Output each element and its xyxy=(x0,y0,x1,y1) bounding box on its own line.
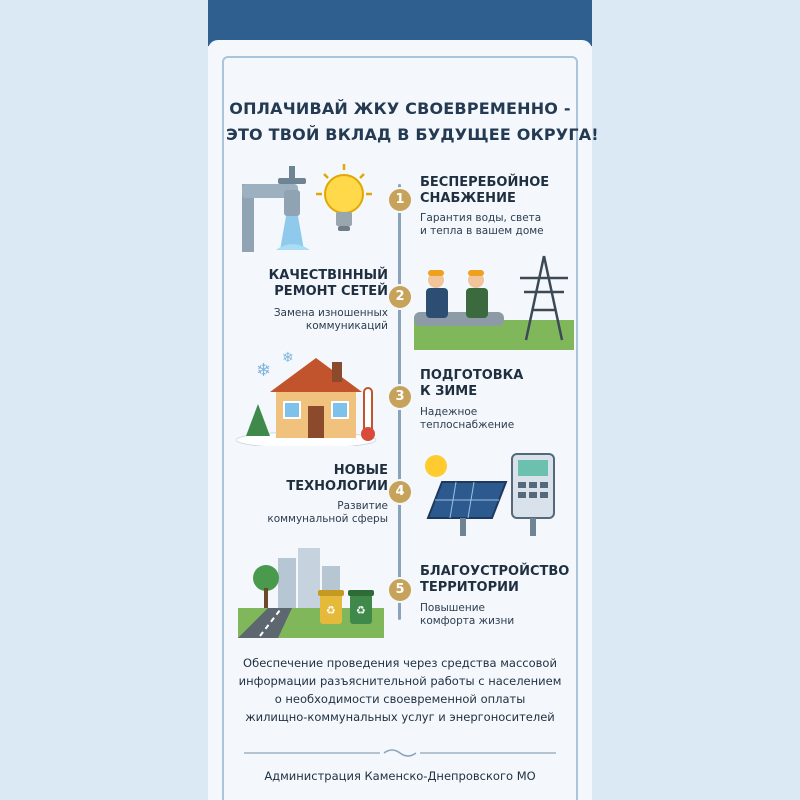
step-5-desc-line-2: комфорта жизни xyxy=(420,615,515,627)
headline-line-1: ОПЛАЧИВАЙ ЖКУ СВОЕВРЕМЕННО - xyxy=(229,99,571,118)
ornament-divider xyxy=(244,748,556,758)
svg-text:❄: ❄ xyxy=(256,360,272,381)
step-5-desc-line-1: Повышение xyxy=(420,602,486,614)
step-5-title-line-2: ТЕРРИТОРИИ xyxy=(420,580,519,595)
step-1-title-line-1: БЕСПЕРЕБОЙНОЕ xyxy=(420,175,550,190)
step-3-desc-line-1: Надежное xyxy=(420,406,478,418)
city-recycling-bins-icon xyxy=(238,548,384,638)
step-1-title-line-2: СНАБЖЕНИЕ xyxy=(420,191,516,206)
step-3-description xyxy=(420,406,514,432)
bottom-text-line-1: Обеспечение проведения через средства массовой xyxy=(243,656,557,670)
step-3-title-line-1: ПОДГОТОВКА xyxy=(420,368,524,383)
faucet-lightbulb-icon xyxy=(236,160,376,255)
step-4-desc-line-2: коммунальной сферы xyxy=(267,513,388,525)
step-5-description xyxy=(420,602,514,628)
step-1-description xyxy=(420,212,544,238)
step-2-desc-line-1: Замена изношенных xyxy=(273,307,388,319)
house-winter-icon xyxy=(236,348,382,446)
step-4-title-line-1: НОВЫЕ xyxy=(333,463,388,478)
step-4-desc-line-1: Развитие xyxy=(337,500,388,512)
step-2-number: 2 xyxy=(389,286,411,308)
bottom-text xyxy=(230,654,570,726)
step-1-title xyxy=(420,175,549,207)
step-3-number: 3 xyxy=(389,386,411,408)
svg-text:♻: ♻ xyxy=(326,604,336,617)
step-2-description xyxy=(274,307,388,333)
bottom-text-line-4: жилищно-коммунальных услуг и энергоносителей xyxy=(245,710,555,724)
headline xyxy=(226,96,599,148)
step-2-desc-line-2: коммуникаций xyxy=(305,320,388,332)
step-4-title xyxy=(286,463,388,495)
step-4-description xyxy=(267,500,388,526)
step-5-number: 5 xyxy=(389,579,411,601)
headline-line-2: ЭТО ТВОЙ ВКЛАД В БУДУЩЕЕ ОКРУГА! xyxy=(226,125,599,144)
solar-panel-meter-icon xyxy=(416,448,566,540)
step-4-number: 4 xyxy=(389,481,411,503)
step-1-desc-line-2: и тепла в вашем доме xyxy=(420,225,544,237)
step-5-title-line-1: БЛАГОУСТРОЙСТВО xyxy=(420,564,570,579)
workers-power-line-icon xyxy=(414,250,574,350)
step-3-title xyxy=(420,368,523,400)
svg-text:♻: ♻ xyxy=(356,604,366,617)
step-5-title xyxy=(420,564,569,596)
step-3-desc-line-2: теплоснабжение xyxy=(420,419,515,431)
step-4-title-line-2: ТЕХНОЛОГИИ xyxy=(286,479,388,494)
step-2-title xyxy=(269,268,388,300)
step-1-desc-line-1: Гарантия воды, света xyxy=(420,212,542,224)
step-3-title-line-2: К ЗИМЕ xyxy=(420,384,478,399)
step-2-title-line-2: РЕМОНТ СЕТЕЙ xyxy=(274,284,388,299)
step-1-number: 1 xyxy=(389,189,411,211)
svg-text:❄: ❄ xyxy=(282,350,294,366)
footer-organization: Администрация Каменско-Днепровского МО xyxy=(264,769,536,783)
step-2-title-line-1: КАЧЕСТВІННЫЙ xyxy=(268,268,388,283)
bottom-text-line-2: информации разъяснительной работы с населением xyxy=(238,674,562,688)
bottom-text-line-3: о необходимости своевременной оплаты xyxy=(274,692,526,706)
